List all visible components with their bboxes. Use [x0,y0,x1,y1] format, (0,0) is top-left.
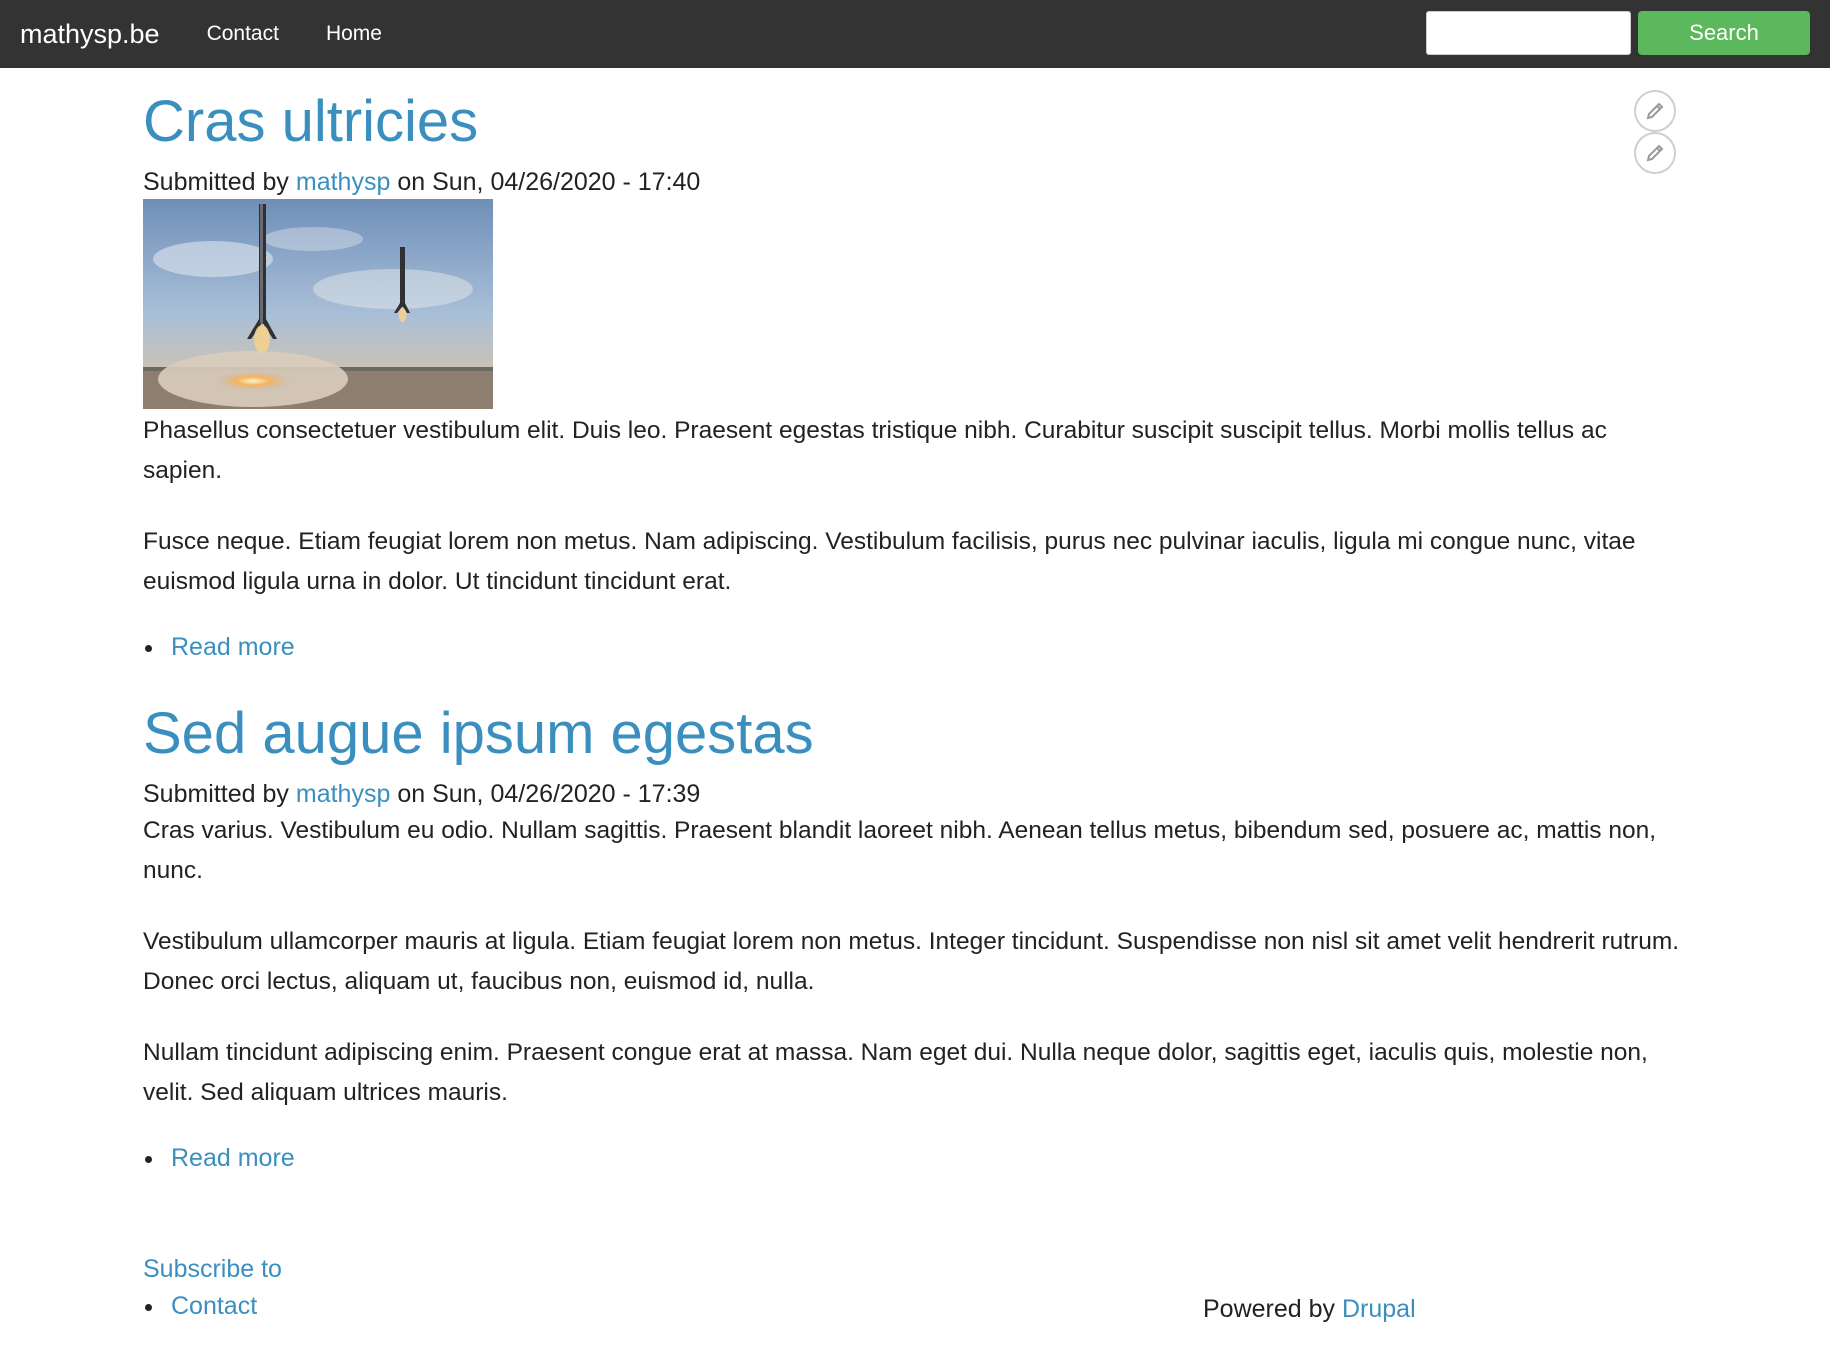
submitted-date: on Sun, 04/26/2020 - 17:39 [397,779,701,808]
search-input[interactable] [1426,11,1631,55]
footer [143,1255,1688,1321]
submitted-prefix: Submitted by [143,779,289,808]
drupal-link[interactable]: Drupal [1341,1295,1416,1323]
article-meta [143,168,1688,197]
author-link[interactable]: mathysp [295,779,391,808]
site-brand[interactable]: mathysp.be [20,18,160,49]
article [143,662,1688,1173]
footer-contact-link[interactable]: Contact [171,1292,258,1320]
read-more-link[interactable]: Read more [171,1143,295,1172]
article-paragraph: Vestibulum ullamcorper mauris at ligula. Etiam feugiat lorem non metus. Integer tincidunt. Suspendisse non nisl sit amet velit hendrerit rutrum. Donec orci lectus, aliquam ut, faucibus non, euismod id, nulla. [143,927,1680,995]
search-button[interactable]: Search [1638,11,1810,55]
footer-menu [143,1292,1688,1321]
nav-link-contact[interactable]: Contact [206,22,279,45]
article-title-link[interactable]: Sed augue ipsum egestas [143,700,814,766]
rocket-landing-photo[interactable] [143,199,493,409]
main-content [143,68,1688,1173]
list-item [143,1292,1688,1321]
article-links [143,633,1688,662]
nav-link-home[interactable]: Home [325,22,382,45]
read-more-link[interactable]: Read more [171,632,295,661]
list-item [143,1144,1688,1173]
article [143,68,1688,662]
powered-by-prefix: Powered by [1203,1295,1336,1323]
submitted-date: on Sun, 04/26/2020 - 17:40 [397,167,701,196]
article-meta [143,780,1688,809]
article-paragraph: Nullam tincidunt adipiscing enim. Praesent congue erat at massa. Nam eget dui. Nulla neque dolor, sagittis eget, iaculis quis, molestie non, velit. Sed aliquam ultrices mauris. [143,1038,1648,1106]
powered-by [1203,1295,1416,1324]
article-paragraph: Phasellus consectetuer vestibulum elit. Duis leo. Praesent egestas tristique nibh. Curabitur suscipit suscipit tellus. Morbi mollis tellus ac sapien. [143,416,1607,484]
list-item [143,633,1688,662]
top-navbar [0,0,1830,68]
article-links [143,1144,1688,1173]
article-paragraph: Fusce neque. Etiam feugiat lorem non metus. Nam adipiscing. Vestibulum facilisis, purus nec pulvinar iaculis, ligula mi congue nunc, vitae euismod ligula urna in dolor. Ut tincidunt tincidunt erat. [143,527,1636,595]
subscribe-link[interactable]: Subscribe to [143,1255,282,1283]
article-paragraph: Cras varius. Vestibulum eu odio. Nullam sagittis. Praesent blandit laoreet nibh. Aenean tellus metus, bibendum sed, posuere ac, mattis non, nunc. [143,816,1657,884]
author-link[interactable]: mathysp [295,167,391,196]
submitted-prefix: Submitted by [143,167,289,196]
article-title-link[interactable]: Cras ultricies [143,89,479,154]
